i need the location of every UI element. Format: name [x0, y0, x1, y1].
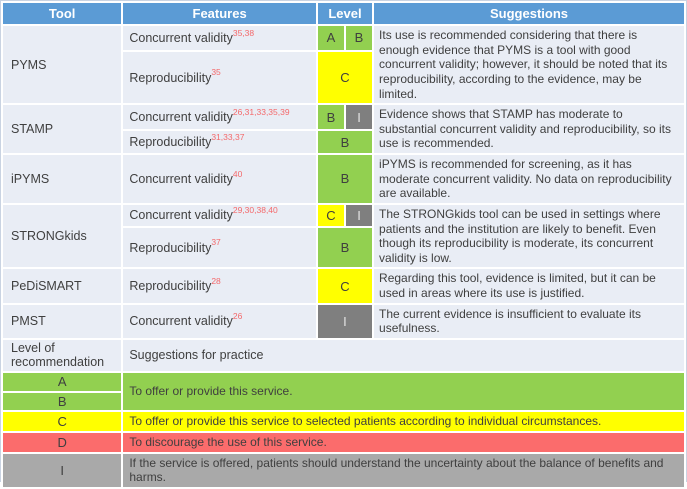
legend-grade-d: D	[3, 433, 121, 452]
legend-row-a	[3, 373, 684, 391]
table-row	[3, 105, 684, 129]
reference-superscript: 35	[211, 67, 221, 78]
feature-label	[123, 131, 316, 153]
suggestion-text-pedismart: Regarding this tool, evidence is limited, but it can be used in areas where its use is justified.	[374, 269, 684, 302]
table-row	[3, 155, 684, 203]
feature-text: Concurrent validity	[129, 208, 233, 223]
feature-label	[123, 305, 316, 338]
legend-suggestion-header: Suggestions for practice	[123, 340, 684, 371]
table-row	[3, 269, 684, 302]
legend-text-c: To offer or provide this service to selected patients according to individual circumstances.	[123, 412, 684, 431]
level-badge-b: B	[346, 26, 372, 50]
tool-name-pmst: PMST	[3, 305, 121, 338]
feature-text: Reproducibility	[129, 70, 212, 85]
reference-superscript: 26	[232, 311, 243, 322]
feature-text: Concurrent validity	[129, 171, 233, 186]
header-row	[3, 3, 684, 24]
reference-superscript: 40	[232, 168, 243, 179]
level-badge-i: I	[346, 205, 372, 226]
feature-label	[123, 26, 316, 50]
feature-label	[123, 228, 316, 268]
level-badge-a: A	[318, 26, 344, 50]
feature-label	[123, 205, 316, 226]
level-badge-c: C	[318, 52, 372, 103]
reference-superscript: 37	[211, 237, 221, 248]
reference-superscript: 26,31,33,35,39	[232, 106, 290, 117]
reference-superscript: 35,38	[232, 27, 255, 38]
feature-label	[123, 52, 316, 103]
suggestion-text-pyms: Its use is recommended considering that there is enough evidence that PYMS is a tool with good concurrent validity; however, it should be noted that its reproducibility, according to the evidence, may be limited.	[374, 26, 684, 103]
level-badge-i: I	[318, 305, 372, 338]
feature-label	[123, 105, 316, 129]
feature-text: Concurrent validity	[129, 314, 233, 329]
table-row	[3, 205, 684, 226]
tool-name-pedismart: PeDiSMART	[3, 269, 121, 302]
level-badge-b: B	[318, 228, 372, 268]
legend-grade-a: A	[3, 373, 121, 391]
legend-level-header: Level of recommendation	[3, 340, 121, 371]
feature-text: Concurrent validity	[129, 110, 233, 125]
recommendation-table	[1, 1, 686, 489]
column-header-suggestions: Suggestions	[374, 3, 684, 24]
legend-grade-i: I	[3, 454, 121, 487]
reference-superscript: 28	[211, 275, 221, 286]
legend-grade-b: B	[3, 393, 121, 410]
legend-row-c	[3, 412, 684, 431]
legend-text-d: To discourage the use of this service.	[123, 433, 684, 452]
level-badge-c: C	[318, 269, 372, 302]
level-badge-i: I	[346, 105, 372, 129]
reference-superscript: 29,30,38,40	[232, 205, 278, 216]
tool-name-pyms: PYMS	[3, 26, 121, 103]
level-badge-b: B	[318, 131, 372, 153]
suggestion-text-ipyms: iPYMS is recommended for screening, as it has moderate concurrent validity. No data on reproducibility are available.	[374, 155, 684, 203]
legend-text-ab: To offer or provide this service.	[123, 373, 684, 410]
legend-text-i: If the service is offered, patients should understand the uncertainty about the balance of benefits and harms.	[123, 454, 684, 487]
level-badge-b: B	[318, 155, 372, 203]
column-header-tool: Tool	[3, 3, 121, 24]
level-badge-c: C	[318, 205, 344, 226]
legend-row-d	[3, 433, 684, 452]
feature-text: Concurrent validity	[129, 30, 233, 45]
suggestion-text-pmst: The current evidence is insufficient to evaluate its usefulness.	[374, 305, 684, 338]
feature-label	[123, 155, 316, 203]
table-row	[3, 305, 684, 338]
suggestion-text-strongkids: The STRONGkids tool can be used in settings where patients and the institution are likely to benefit. Even though its reproducibility is moderate, its concurrent validity is low.	[374, 205, 684, 268]
feature-text: Reproducibility	[129, 279, 212, 293]
reference-superscript: 31,33,37	[211, 131, 245, 142]
feature-label	[123, 269, 316, 302]
level-badge-b: B	[318, 105, 344, 129]
suggestion-text-stamp: Evidence shows that STAMP has moderate to substantial concurrent validity and reproducibility, so its use is recommended.	[374, 105, 684, 153]
feature-text: Reproducibility	[129, 240, 212, 255]
legend-header-row	[3, 340, 684, 371]
column-header-features: Features	[123, 3, 316, 24]
column-header-level: Level	[318, 3, 372, 24]
feature-text: Reproducibility	[129, 135, 212, 150]
tool-name-ipyms: iPYMS	[3, 155, 121, 203]
tool-name-strongkids: STRONGkids	[3, 205, 121, 268]
tool-name-stamp: STAMP	[3, 105, 121, 153]
legend-grade-c: C	[3, 412, 121, 431]
table-row	[3, 26, 684, 50]
